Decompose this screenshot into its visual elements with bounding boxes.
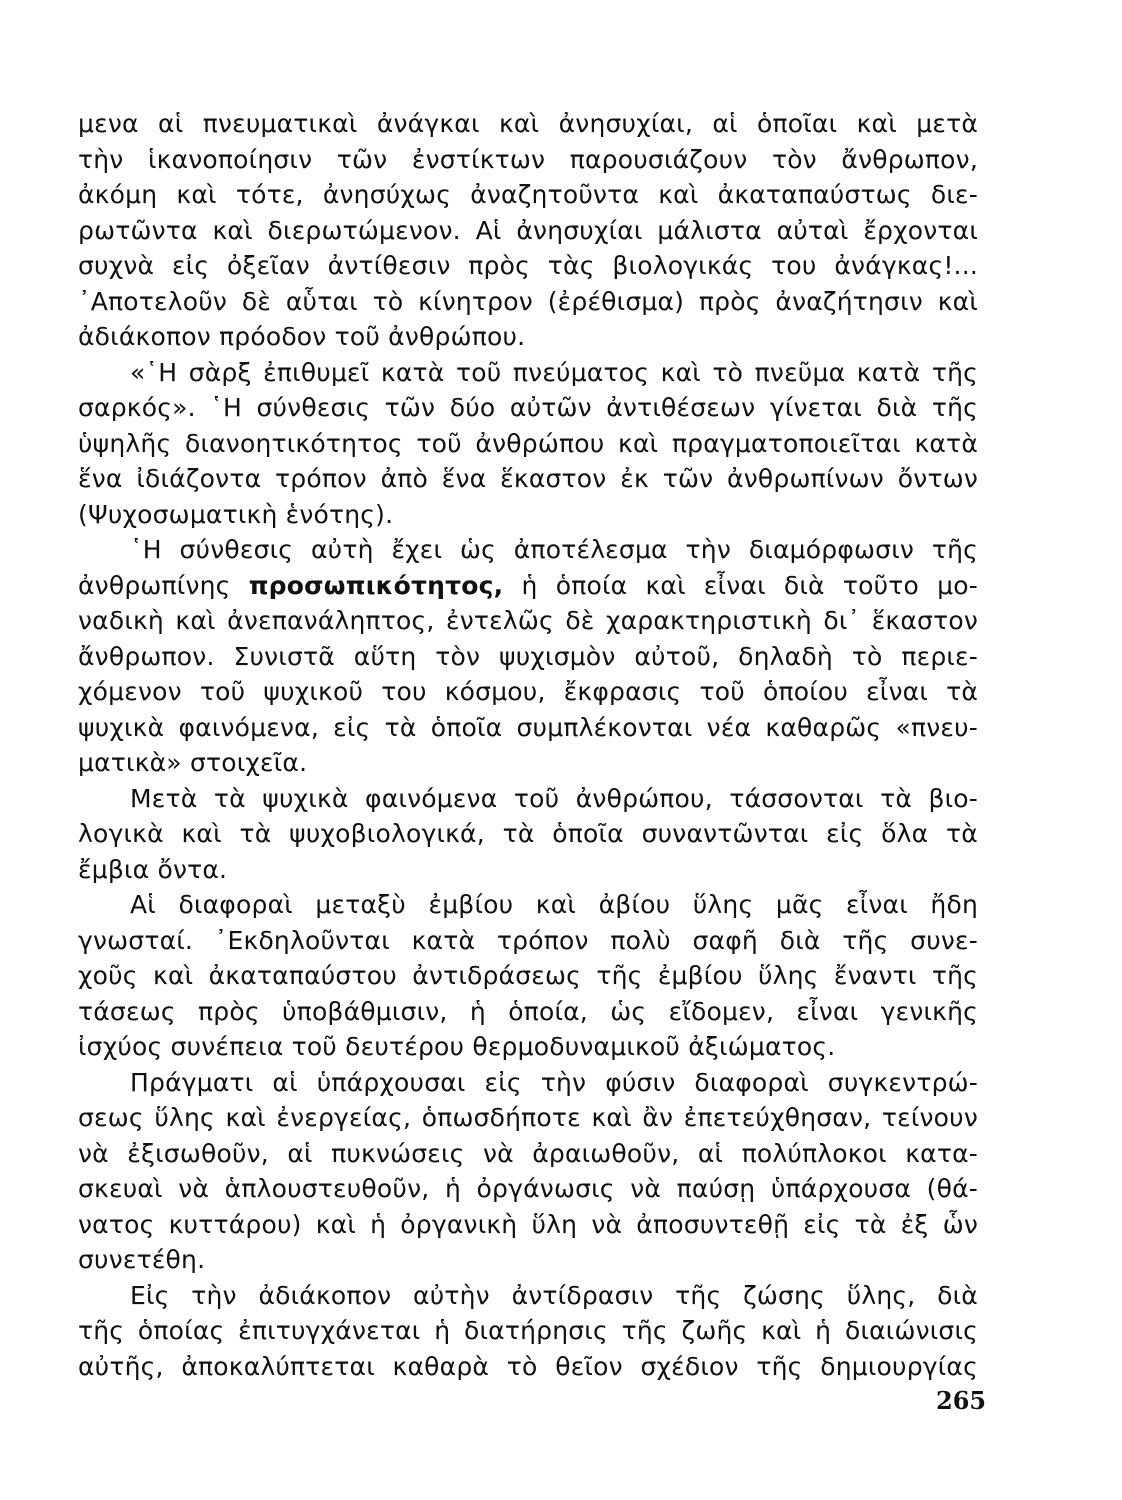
text-line: χοῦς καὶ ἀκαταπαύστου ἀντιδράσεως τῆς ἐμβίου ὕλης ἔναντι τῆς [78,961,978,990]
text-line: τὴν ἱκανοποίησιν τῶν ἐνστίκτων παρουσιάζουν τὸν ἄνθρωπον, [78,144,978,174]
text-line: Εἰς τὴν ἀδιάκοπον αὐτὴν ἀντίδρασιν τῆς ζώσης ὕλης, διὰ [130,1280,978,1310]
text-line: μενα αἱ πνευματικαὶ ἀνάγκαι καὶ ἀνησυχίαι, αἱ ὁποῖαι καὶ μετὰ [78,109,978,138]
text-line: ἄνθρωπον. Συνιστᾶ αὕτη τὸν ψυχισμὸν αὐτοῦ, δηλαδὴ τὸ περιε- [78,641,978,671]
text-line [78,568,978,604]
text-line: γνωσταί. ᾿Εκδηλοῦνται κατὰ τρόπον πολὺ σαφῆ διὰ τῆς συνε- [78,925,978,955]
text-line: (Ψυχοσωματικὴ ἑνότης). [78,499,394,529]
text-line: σκευαὶ νὰ ἁπλουστευθοῦν, ἡ ὀργάνωσις νὰ παύσῃ ὑπάρχουσα (θά- [78,1174,978,1203]
text-line: Πράγματι αἱ ὑπάρχουσαι εἰς τὴν φύσιν διαφοραὶ συγκεντρώ- [130,1067,978,1097]
text-line: ἰσχύος συνέπεια τοῦ δευτέρου θερμοδυναμικοῦ ἀξιώματος. [78,1032,836,1061]
text-line: νὰ ἐξισωθοῦν, αἱ πυκνώσεις νὰ ἀραιωθοῦν, αἱ πολύπλοκοι κατα- [78,1138,978,1168]
text-line: ψυχικὰ φαινόμενα, εἰς τὰ ὁποῖα συμπλέκονται νέα καθαρῶς «πνευ- [78,712,978,742]
emphasized-term: προσωπικότητος, [248,570,504,600]
text-fragment: ἀνθρωπίνης [78,570,249,600]
text-line: ματικὰ» στοιχεῖα. [78,748,308,777]
text-line: ἔμβια ὄντα. [78,854,228,884]
text-line: ἀκόμη καὶ τότε, ἀνησύχως ἀναζητοῦντα καὶ ἀκαταπαύστως διε- [78,180,978,209]
text-line: ῾Η σύνθεσις αὐτὴ ἔχει ὡς ἀποτέλεσμα τὴν διαμόρφωσιν τῆς [130,535,978,564]
text-line: Αἱ διαφοραὶ μεταξὺ ἐμβίου καὶ ἀβίου ὕλης μᾶς εἶναι ἤδη [130,890,978,919]
text-line: νατος κυττάρου) καὶ ἡ ὀργανικὴ ὕλη νὰ ἀποσυντεθῇ εἰς τὰ ἐξ ὧν [78,1209,978,1239]
body-text [78,106,978,1384]
text-line: συνετέθη. [78,1245,206,1274]
text-line: λογικὰ καὶ τὰ ψυχοβιολογικά, τὰ ὁποῖα συναντῶνται εἰς ὅλα τὰ [78,819,978,848]
text-line: χόμενον τοῦ ψυχικοῦ του κόσμου, ἔκφρασις τοῦ ὁποίου εἶναι τὰ [78,677,978,706]
text-line: ᾿Αποτελοῦν δὲ αὗται τὸ κίνητρον (ἐρέθισμα) πρὸς ἀναζήτησιν καὶ [78,286,978,316]
text-line: «῾Η σὰρξ ἐπιθυμεῖ κατὰ τοῦ πνεύματος καὶ τὸ πνεῦμα κατὰ τῆς [130,357,978,387]
text-line: ρωτῶντα καὶ διερωτώμενον. Αἱ ἀνησυχίαι μάλιστα αὐταὶ ἔρχονται [78,215,978,245]
text-line: ὑψηλῆς διανοητικότητος τοῦ ἀνθρώπου καὶ πραγματοποιεῖται κατὰ [78,428,978,458]
text-line: αὐτῆς, ἀποκαλύπτεται καθαρὰ τὸ θεῖον σχέδιον τῆς δημιουργίας [78,1351,978,1381]
page-number: 265 [936,1386,987,1415]
text-line: ναδικὴ καὶ ἀνεπανάληπτος, ἐντελῶς δὲ χαρακτηριστικὴ δι᾽ ἕκαστον [78,606,978,635]
text-line: συχνὰ εἰς ὀξεῖαν ἀντίθεσιν πρὸς τὰς βιολογικάς του ἀνάγκας!... [78,251,978,280]
text-line: ἀδιάκοπον πρόοδον τοῦ ἀνθρώπου. [78,322,526,351]
text-line: τάσεως πρὸς ὑποβάθμισιν, ἡ ὁποία, ὡς εἴδομεν, εἶναι γενικῆς [78,996,978,1026]
text-line: σεως ὕλης καὶ ἐνεργείας, ὁπωσδήποτε καὶ ἂν ἐπετεύχθησαν, τείνουν [78,1103,978,1132]
text-line: Μετὰ τὰ ψυχικὰ φαινόμενα τοῦ ἀνθρώπου, τάσσονται τὰ βιο- [130,783,978,813]
text-line: τῆς ὁποίας ἐπιτυγχάνεται ἡ διατήρησις τῆς ζωῆς καὶ ἡ διαιώνισις [78,1316,978,1345]
text-line: σαρκός». ῾Η σύνθεσις τῶν δύο αὐτῶν ἀντιθέσεων γίνεται διὰ τῆς [78,393,978,422]
text-line: ἕνα ἰδιάζοντα τρόπον ἀπὸ ἕνα ἕκαστον ἐκ τῶν ἀνθρωπίνων ὄντων [78,464,978,493]
text-fragment: ἡ ὁποία καὶ εἶναι διὰ τοῦτο μο- [503,570,978,600]
